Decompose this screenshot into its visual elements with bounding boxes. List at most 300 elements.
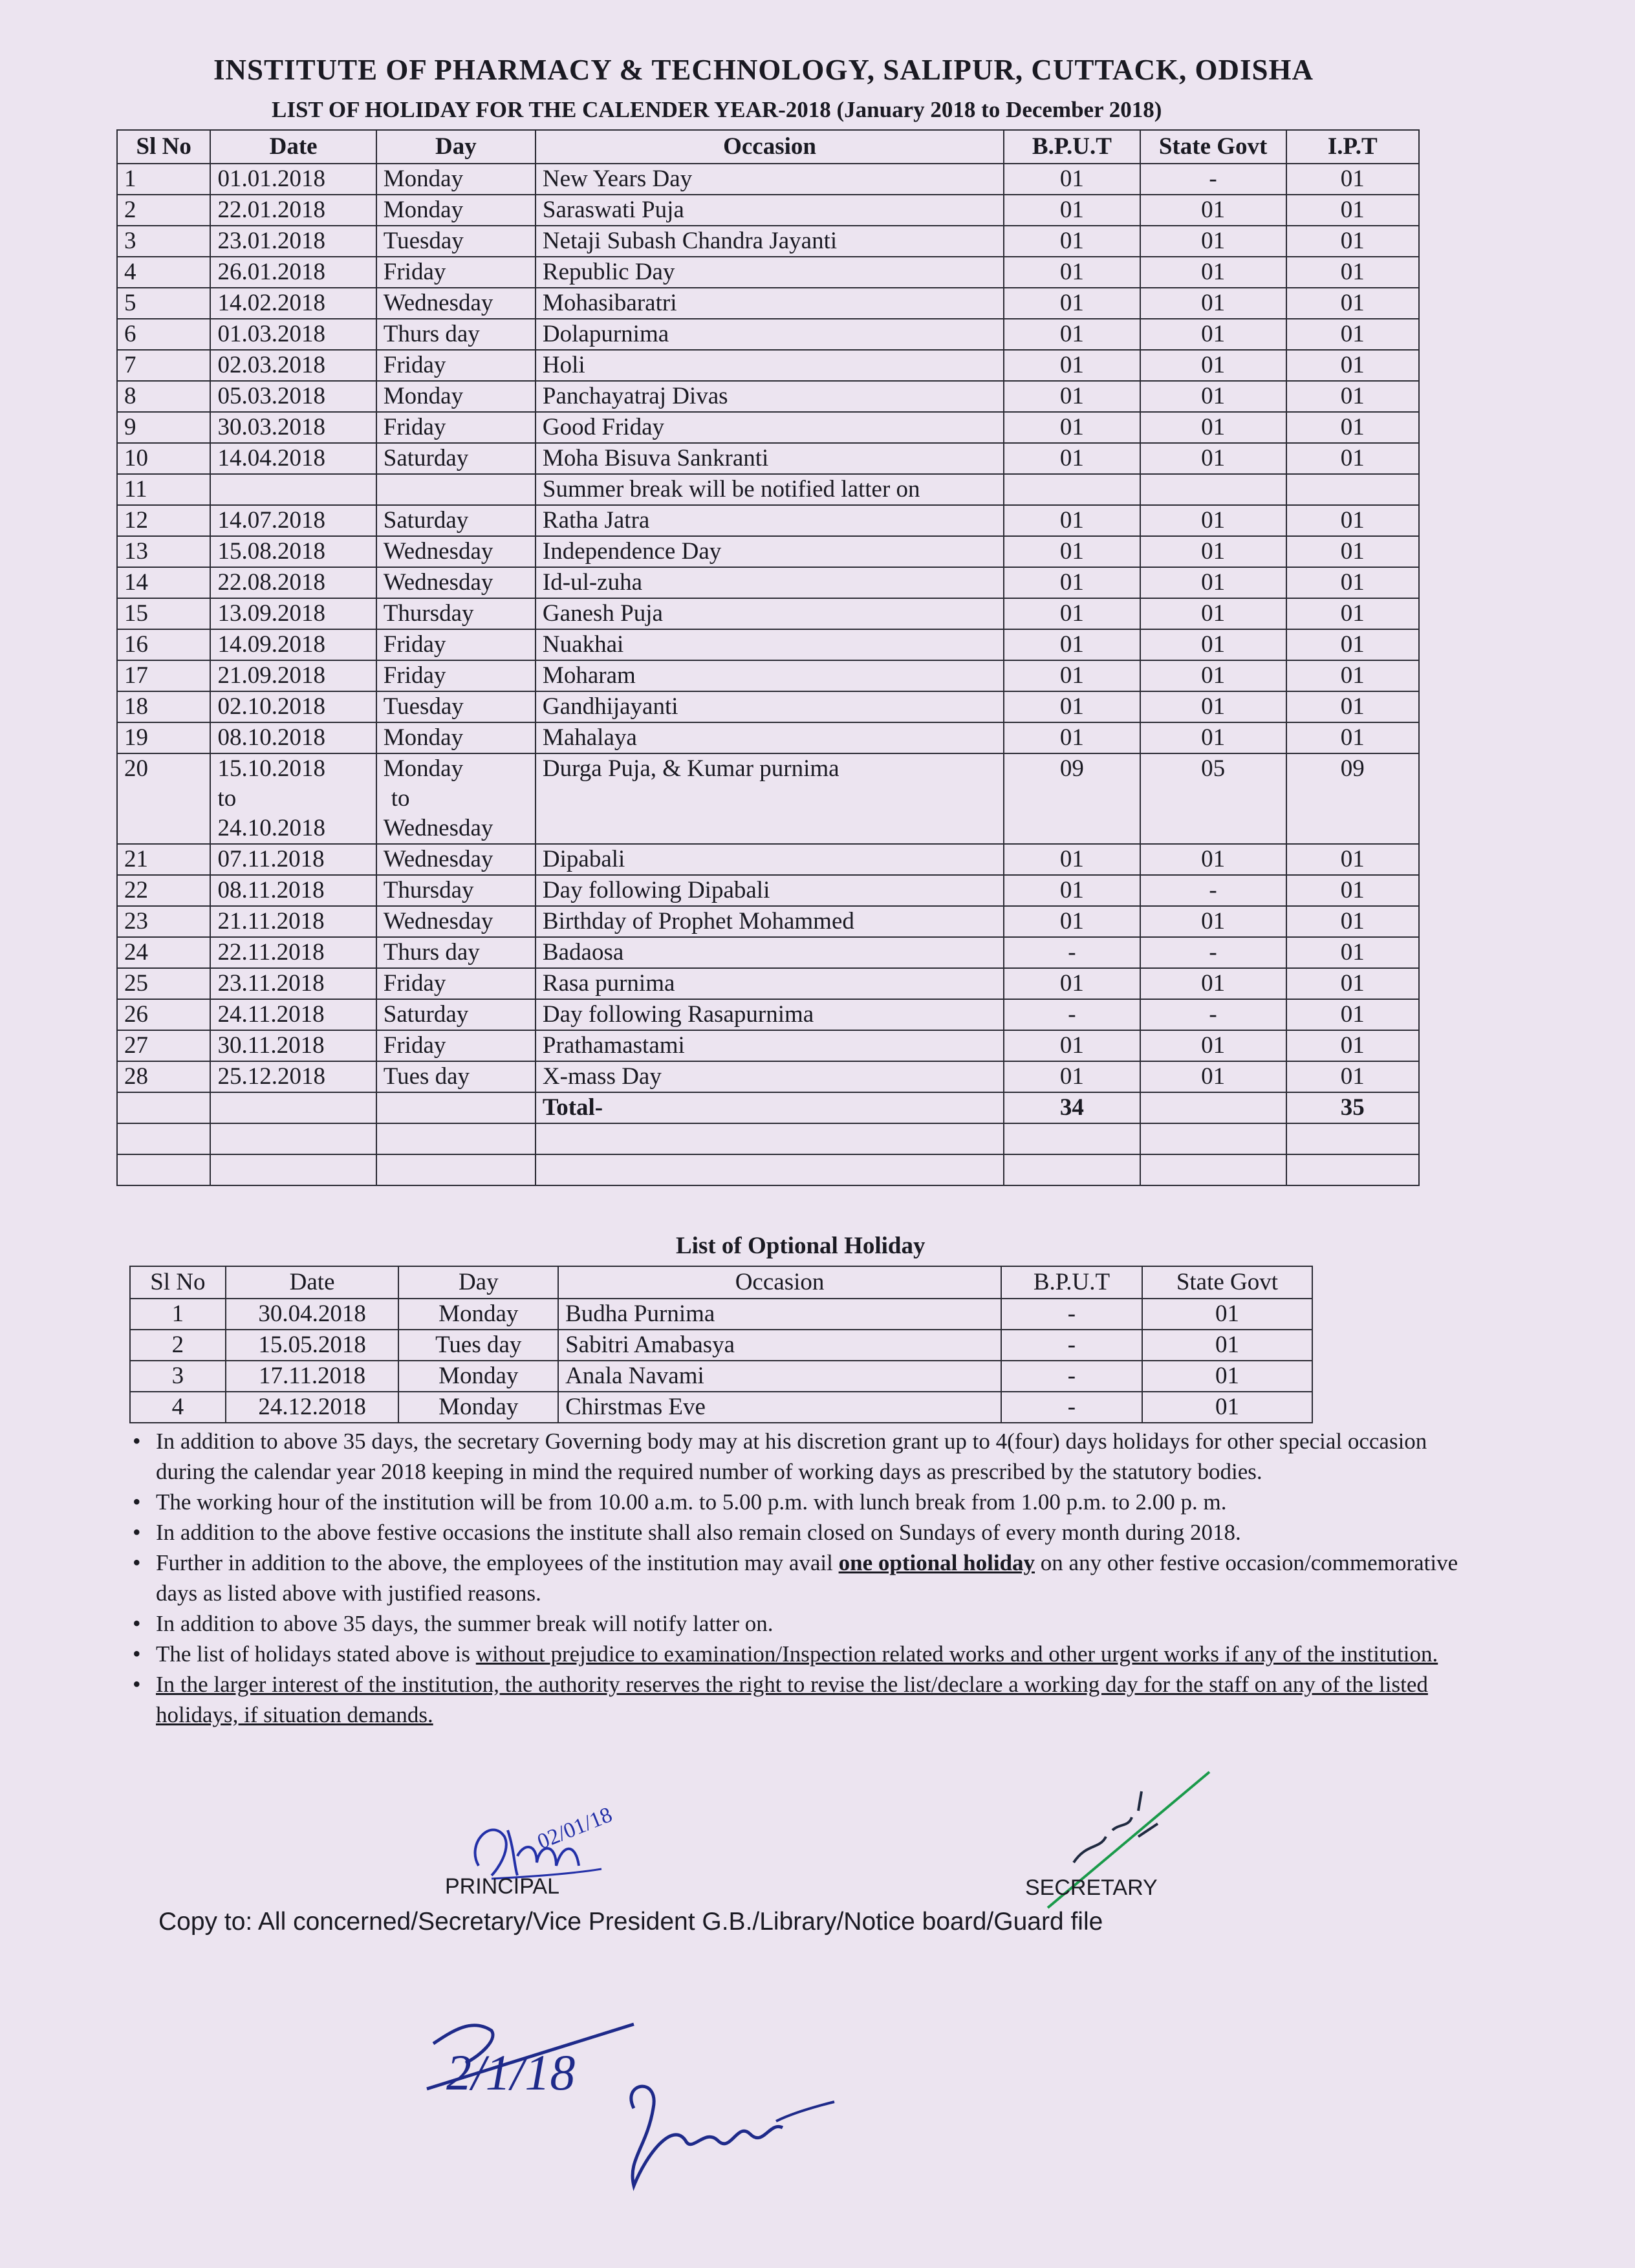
cell-empty <box>1140 1123 1286 1154</box>
cell-state-govt: - <box>1140 875 1286 906</box>
cell-occasion: Sabitri Amabasya <box>558 1330 1001 1361</box>
cell-bput: - <box>1004 937 1140 968</box>
cell-sl-no: 3 <box>130 1361 226 1392</box>
cell-ipt: 01 <box>1286 875 1420 906</box>
cell-bput: 01 <box>1004 691 1140 722</box>
cell-bput: 01 <box>1004 226 1140 257</box>
cell-day: Friday <box>376 660 536 691</box>
principal-label: PRINCIPAL <box>445 1874 559 1899</box>
table-row <box>130 1299 1312 1330</box>
cell-occasion: New Years Day <box>536 164 1004 195</box>
cell-occasion: X-mass Day <box>536 1061 1004 1092</box>
cell-sl-no: 4 <box>117 257 210 288</box>
cell-date-line: 24.10.2018 <box>217 815 325 841</box>
cell-day: Monday <box>376 381 536 412</box>
cell-bput: 01 <box>1004 536 1140 567</box>
cell-date: 25.12.2018 <box>210 1061 376 1092</box>
cell-occasion: Panchayatraj Divas <box>536 381 1004 412</box>
cell-ipt: 01 <box>1286 443 1420 474</box>
cell-sl-no: 16 <box>117 629 210 660</box>
cell-day: Wednesday <box>376 906 536 937</box>
cell-day: Tuesday <box>376 691 536 722</box>
cell-day: Saturday <box>376 999 536 1030</box>
cell-state-govt: 01 <box>1140 906 1286 937</box>
cell-empty <box>1004 1154 1140 1185</box>
cell-day: Thurs day <box>376 937 536 968</box>
cell-bput: 01 <box>1004 164 1140 195</box>
table-row <box>117 629 1419 660</box>
cell-ipt: 01 <box>1286 968 1420 999</box>
cell-ipt: 01 <box>1286 1030 1420 1061</box>
cell-bput: 01 <box>1004 875 1140 906</box>
receipt-date: 2/1/18 <box>446 2044 576 2101</box>
note-underlined-text: In the larger interest of the institution, the authority reserves the right to revise the list/declare a working day for the staff on any of the listed holidays, if situation demands. <box>156 1672 1428 1727</box>
cell-day-line: Monday <box>383 755 464 782</box>
document-title: INSTITUTE OF PHARMACY & TECHNOLOGY, SALIPUR, CUTTACK, ODISHA <box>213 54 1314 86</box>
cell-date: 17.11.2018 <box>226 1361 399 1392</box>
column-header-ipt: I.P.T <box>1286 130 1420 164</box>
cell-empty <box>1004 1123 1140 1154</box>
note-item <box>133 1608 1491 1639</box>
table-row <box>117 226 1419 257</box>
cell-empty <box>1140 1154 1286 1185</box>
cell-day: Tues day <box>376 1061 536 1092</box>
cell-ipt: 01 <box>1286 195 1420 226</box>
cell-sl-no: 1 <box>130 1299 226 1330</box>
cell-bput: - <box>1001 1392 1142 1423</box>
cell-date: 22.11.2018 <box>210 937 376 968</box>
table-row <box>117 288 1419 319</box>
document-subtitle: LIST OF HOLIDAY FOR THE CALENDER YEAR-2018 (January 2018 to December 2018) <box>272 97 1162 122</box>
cell-empty <box>376 1123 536 1154</box>
cell-occasion: Independence Day <box>536 536 1004 567</box>
cell-day: Saturday <box>376 443 536 474</box>
table-row <box>117 660 1419 691</box>
cell-empty <box>376 1154 536 1185</box>
cell-sl-no: 27 <box>117 1030 210 1061</box>
cell-sl-no: 9 <box>117 412 210 443</box>
cell-state-govt: 01 <box>1140 598 1286 629</box>
cell-date: 07.11.2018 <box>210 844 376 875</box>
table-row <box>117 722 1419 753</box>
cell-sl-no: 4 <box>130 1392 226 1423</box>
cell-state-govt: 01 <box>1140 660 1286 691</box>
cell-bput: 01 <box>1004 968 1140 999</box>
cell-occasion: Holi <box>536 350 1004 381</box>
cell-date: 30.04.2018 <box>226 1299 399 1330</box>
table-row <box>117 536 1419 567</box>
cell-occasion: Rasa purnima <box>536 968 1004 999</box>
cell-sl-no: 5 <box>117 288 210 319</box>
cell-day: Monday <box>376 164 536 195</box>
cell-occasion: Mahalaya <box>536 722 1004 753</box>
table-row <box>117 319 1419 350</box>
cell-sl-no: 24 <box>117 937 210 968</box>
cell-state-govt <box>1140 474 1286 505</box>
cell-ipt: 01 <box>1286 319 1420 350</box>
cell-occasion: Day following Rasapurnima <box>536 999 1004 1030</box>
table-row <box>117 844 1419 875</box>
cell-date: 21.09.2018 <box>210 660 376 691</box>
cell-sl-no: 25 <box>117 968 210 999</box>
cell-ipt: 01 <box>1286 288 1420 319</box>
cell-empty <box>536 1123 1004 1154</box>
cell-sl-no: 1 <box>117 164 210 195</box>
cell-occasion: Moha Bisuva Sankranti <box>536 443 1004 474</box>
cell-state-govt: 01 <box>1140 722 1286 753</box>
cell-sl-no: 10 <box>117 443 210 474</box>
cell-ipt: 01 <box>1286 412 1420 443</box>
cell-date: 08.11.2018 <box>210 875 376 906</box>
total-ipt: 35 <box>1286 1092 1420 1123</box>
table-row <box>117 1030 1419 1061</box>
table-row <box>117 381 1419 412</box>
cell-day: Friday <box>376 350 536 381</box>
cell-sl-no: 2 <box>130 1330 226 1361</box>
cell-bput: 01 <box>1004 629 1140 660</box>
cell-bput: 01 <box>1004 722 1140 753</box>
cell-ipt: 09 <box>1286 753 1420 844</box>
cell-date: 01.01.2018 <box>210 164 376 195</box>
cell-bput: 01 <box>1004 505 1140 536</box>
cell-occasion: Dipabali <box>536 844 1004 875</box>
cell-date-line: to <box>217 785 237 812</box>
cell-sl-no: 15 <box>117 598 210 629</box>
cell-day: Monday <box>398 1361 558 1392</box>
note-underlined-text: without prejudice to examination/Inspection related works and other urgent works if any of the institution. <box>475 1641 1438 1667</box>
table-row <box>117 350 1419 381</box>
cell-sl-no: 14 <box>117 567 210 598</box>
cell-sl-no: 17 <box>117 660 210 691</box>
table-header-row <box>117 130 1419 164</box>
note-text: In addition to above 35 days, the summer break will notify latter on. <box>156 1611 774 1636</box>
cell-occasion: Netaji Subash Chandra Jayanti <box>536 226 1004 257</box>
cell-ipt: 01 <box>1286 536 1420 567</box>
cell-empty <box>210 1123 376 1154</box>
cell-state-govt: 01 <box>1142 1330 1312 1361</box>
table-row <box>117 999 1419 1030</box>
cell-bput: - <box>1001 1330 1142 1361</box>
cell-sl-no: 3 <box>117 226 210 257</box>
note-text: The working hour of the institution will be from 10.00 a.m. to 5.00 p.m. with lunch break from 1.00 p.m. to 2.00 p. m. <box>156 1489 1227 1515</box>
cell-day: Thursday <box>376 875 536 906</box>
table-row <box>130 1330 1312 1361</box>
cell-occasion: Ratha Jatra <box>536 505 1004 536</box>
cell-state-govt: - <box>1140 937 1286 968</box>
cell-empty <box>210 1092 376 1123</box>
cell-state-govt: - <box>1140 999 1286 1030</box>
table-row <box>117 598 1419 629</box>
cell-ipt: 01 <box>1286 226 1420 257</box>
total-bput: 34 <box>1004 1092 1140 1123</box>
cell-date <box>210 474 376 505</box>
cell-day <box>376 474 536 505</box>
cell-day: Friday <box>376 629 536 660</box>
cell-day: Monday <box>376 195 536 226</box>
cell-date: 23.01.2018 <box>210 226 376 257</box>
cell-sl-no: 2 <box>117 195 210 226</box>
column-header-sl-no: Sl No <box>130 1266 226 1299</box>
cell-state-govt: 05 <box>1140 753 1286 844</box>
table-row <box>117 875 1419 906</box>
cell-occasion: Republic Day <box>536 257 1004 288</box>
column-header-day: Day <box>376 130 536 164</box>
note-text: In addition to the above festive occasions the institute shall also remain closed on Sundays of every month during 2018. <box>156 1520 1241 1545</box>
cell-ipt: 01 <box>1286 164 1420 195</box>
cell-ipt: 01 <box>1286 350 1420 381</box>
cell-day-line: to <box>391 785 410 812</box>
note-item <box>133 1548 1491 1608</box>
cell-day: Tuesday <box>376 226 536 257</box>
cell-occasion: Badaosa <box>536 937 1004 968</box>
cell-empty <box>210 1154 376 1185</box>
table-row <box>117 968 1419 999</box>
table-row <box>117 567 1419 598</box>
cell-date: 08.10.2018 <box>210 722 376 753</box>
cell-bput: 01 <box>1004 412 1140 443</box>
cell-sl-no: 21 <box>117 844 210 875</box>
secretary-label: SECRETARY <box>1025 1875 1158 1900</box>
cell-bput: 01 <box>1004 288 1140 319</box>
cell-state-govt: - <box>1140 164 1286 195</box>
cell-day: Thurs day <box>376 319 536 350</box>
cell-sl-no: 26 <box>117 999 210 1030</box>
cell-state-govt: 01 <box>1140 195 1286 226</box>
optional-holiday-heading: List of Optional Holiday <box>676 1233 926 1259</box>
cell-ipt: 01 <box>1286 660 1420 691</box>
cell-empty <box>376 1092 536 1123</box>
table-row <box>117 412 1419 443</box>
cell-ipt: 01 <box>1286 598 1420 629</box>
cell-date: 24.11.2018 <box>210 999 376 1030</box>
cell-occasion: Summer break will be notified latter on <box>536 474 1004 505</box>
cell-date: 30.03.2018 <box>210 412 376 443</box>
cell-state-govt: 01 <box>1142 1299 1312 1330</box>
cell-bput <box>1004 474 1140 505</box>
cell-state-govt: 01 <box>1142 1361 1312 1392</box>
cell-date: 01.03.2018 <box>210 319 376 350</box>
cell-date: 15.05.2018 <box>226 1330 399 1361</box>
cell-bput: 01 <box>1004 906 1140 937</box>
cell-empty <box>1286 1154 1420 1185</box>
total-state-govt <box>1140 1092 1286 1123</box>
cell-occasion: Id-ul-zuha <box>536 567 1004 598</box>
cell-day: Saturday <box>376 505 536 536</box>
holiday-list-table <box>116 129 1420 1186</box>
cell-sl-no: 18 <box>117 691 210 722</box>
optional-holiday-table <box>129 1266 1313 1423</box>
cell-date <box>210 753 376 844</box>
note-text: Further in addition to the above, the employees of the institution may avail <box>156 1550 839 1575</box>
cell-ipt: 01 <box>1286 381 1420 412</box>
total-label: Total- <box>536 1092 1004 1123</box>
cell-sl-no: 22 <box>117 875 210 906</box>
cell-state-govt: 01 <box>1140 1030 1286 1061</box>
empty-row <box>117 1123 1419 1154</box>
cell-date: 14.04.2018 <box>210 443 376 474</box>
cell-bput: 01 <box>1004 443 1140 474</box>
table-header-row <box>130 1266 1312 1299</box>
note-item <box>133 1639 1491 1669</box>
cell-ipt: 01 <box>1286 937 1420 968</box>
cell-bput: 01 <box>1004 381 1140 412</box>
table-row <box>117 164 1419 195</box>
cell-sl-no: 19 <box>117 722 210 753</box>
table-row <box>130 1392 1312 1423</box>
cell-day: Tues day <box>398 1330 558 1361</box>
cell-occasion: Ganesh Puja <box>536 598 1004 629</box>
cell-bput: 01 <box>1004 660 1140 691</box>
cell-date: 05.03.2018 <box>210 381 376 412</box>
cell-ipt: 01 <box>1286 629 1420 660</box>
cell-occasion: Saraswati Puja <box>536 195 1004 226</box>
cell-occasion: Gandhijayanti <box>536 691 1004 722</box>
cell-ipt: 01 <box>1286 691 1420 722</box>
cell-bput: - <box>1001 1361 1142 1392</box>
cell-empty <box>117 1123 210 1154</box>
table-row <box>117 1061 1419 1092</box>
cell-bput: 01 <box>1004 598 1140 629</box>
cell-occasion: Nuakhai <box>536 629 1004 660</box>
cell-sl-no: 28 <box>117 1061 210 1092</box>
cell-empty <box>1286 1123 1420 1154</box>
cell-empty <box>536 1154 1004 1185</box>
cell-sl-no: 23 <box>117 906 210 937</box>
note-item <box>133 1517 1491 1548</box>
cell-day: Monday <box>398 1392 558 1423</box>
column-header-sl-no: Sl No <box>117 130 210 164</box>
cell-date: 26.01.2018 <box>210 257 376 288</box>
table-row <box>117 753 1419 844</box>
cell-state-govt: 01 <box>1140 968 1286 999</box>
cell-sl-no: 13 <box>117 536 210 567</box>
note-item <box>133 1426 1491 1487</box>
cell-state-govt: 01 <box>1140 319 1286 350</box>
cell-bput: 09 <box>1004 753 1140 844</box>
cell-day: Friday <box>376 412 536 443</box>
cell-day <box>376 753 536 844</box>
cell-date: 02.10.2018 <box>210 691 376 722</box>
cell-state-govt: 01 <box>1140 350 1286 381</box>
cell-state-govt: 01 <box>1140 288 1286 319</box>
cell-day: Wednesday <box>376 567 536 598</box>
cell-empty <box>117 1154 210 1185</box>
notes-list <box>133 1426 1491 1730</box>
cell-occasion: Durga Puja, & Kumar purnima <box>536 753 1004 844</box>
table-row <box>117 443 1419 474</box>
cell-day: Wednesday <box>376 844 536 875</box>
cell-state-govt: 01 <box>1142 1392 1312 1423</box>
table-row <box>117 906 1419 937</box>
table-row <box>117 691 1419 722</box>
cell-bput: - <box>1004 999 1140 1030</box>
cell-ipt: 01 <box>1286 906 1420 937</box>
copy-to-line: Copy to: All concerned/Secretary/Vice President G.B./Library/Notice board/Guard file <box>158 1908 1103 1936</box>
cell-state-govt: 01 <box>1140 567 1286 598</box>
cell-date: 13.09.2018 <box>210 598 376 629</box>
cell-day: Friday <box>376 1030 536 1061</box>
cell-date: 30.11.2018 <box>210 1030 376 1061</box>
cell-state-govt: 01 <box>1140 629 1286 660</box>
cell-state-govt: 01 <box>1140 412 1286 443</box>
total-row <box>117 1092 1419 1123</box>
cell-day: Friday <box>376 968 536 999</box>
cell-date: 22.08.2018 <box>210 567 376 598</box>
cell-occasion: Moharam <box>536 660 1004 691</box>
cell-state-govt: 01 <box>1140 691 1286 722</box>
cell-bput: 01 <box>1004 195 1140 226</box>
column-header-occasion: Occasion <box>558 1266 1001 1299</box>
note-text: on any other festive occasion/commemorative days as listed above with justified reasons. <box>156 1550 1458 1606</box>
cell-date: 23.11.2018 <box>210 968 376 999</box>
cell-sl-no: 11 <box>117 474 210 505</box>
table-row <box>117 505 1419 536</box>
cell-date: 02.03.2018 <box>210 350 376 381</box>
table-row <box>117 474 1419 505</box>
cell-bput: 01 <box>1004 1061 1140 1092</box>
column-header-occasion: Occasion <box>536 130 1004 164</box>
column-header-state-govt: State Govt <box>1140 130 1286 164</box>
column-header-state-govt: State Govt <box>1142 1266 1312 1299</box>
cell-date-line: 15.10.2018 <box>217 755 325 782</box>
cell-state-govt: 01 <box>1140 1061 1286 1092</box>
cell-occasion: Dolapurnima <box>536 319 1004 350</box>
cell-day: Friday <box>376 257 536 288</box>
cell-state-govt: 01 <box>1140 226 1286 257</box>
cell-ipt: 01 <box>1286 999 1420 1030</box>
cell-state-govt: 01 <box>1140 536 1286 567</box>
cell-sl-no: 7 <box>117 350 210 381</box>
cell-sl-no: 20 <box>117 753 210 844</box>
cell-state-govt: 01 <box>1140 844 1286 875</box>
cell-date: 24.12.2018 <box>226 1392 399 1423</box>
column-header-bput: B.P.U.T <box>1001 1266 1142 1299</box>
table-row <box>117 195 1419 226</box>
cell-occasion: Budha Purnima <box>558 1299 1001 1330</box>
cell-date: 21.11.2018 <box>210 906 376 937</box>
cell-sl-no: 8 <box>117 381 210 412</box>
cell-bput: 01 <box>1004 350 1140 381</box>
cell-date: 15.08.2018 <box>210 536 376 567</box>
cell-bput: 01 <box>1004 319 1140 350</box>
cell-day: Monday <box>398 1299 558 1330</box>
cell-sl-no: 6 <box>117 319 210 350</box>
column-header-bput: B.P.U.T <box>1004 130 1140 164</box>
cell-date: 14.02.2018 <box>210 288 376 319</box>
empty-row <box>117 1154 1419 1185</box>
cell-date: 14.07.2018 <box>210 505 376 536</box>
note-text: In addition to above 35 days, the secretary Governing body may at his discretion grant up to 4(four) days holidays for other special occasion during the calendar year 2018 keeping in mind the required number of working days as prescribed by the statutory bodies. <box>156 1429 1427 1484</box>
column-header-date: Date <box>210 130 376 164</box>
cell-occasion: Mohasibaratri <box>536 288 1004 319</box>
note-text: The list of holidays stated above is <box>156 1641 476 1667</box>
cell-ipt <box>1286 474 1420 505</box>
cell-empty <box>117 1092 210 1123</box>
cell-state-govt: 01 <box>1140 381 1286 412</box>
cell-occasion: Birthday of Prophet Mohammed <box>536 906 1004 937</box>
cell-ipt: 01 <box>1286 257 1420 288</box>
cell-bput: 01 <box>1004 1030 1140 1061</box>
table-row <box>130 1361 1312 1392</box>
column-header-date: Date <box>226 1266 399 1299</box>
cell-ipt: 01 <box>1286 505 1420 536</box>
cell-ipt: 01 <box>1286 567 1420 598</box>
cell-day: Wednesday <box>376 288 536 319</box>
principal-signature-date: 02/01/18 <box>534 1802 616 1855</box>
cell-ipt: 01 <box>1286 844 1420 875</box>
cell-state-govt: 01 <box>1140 257 1286 288</box>
note-item <box>133 1669 1491 1730</box>
